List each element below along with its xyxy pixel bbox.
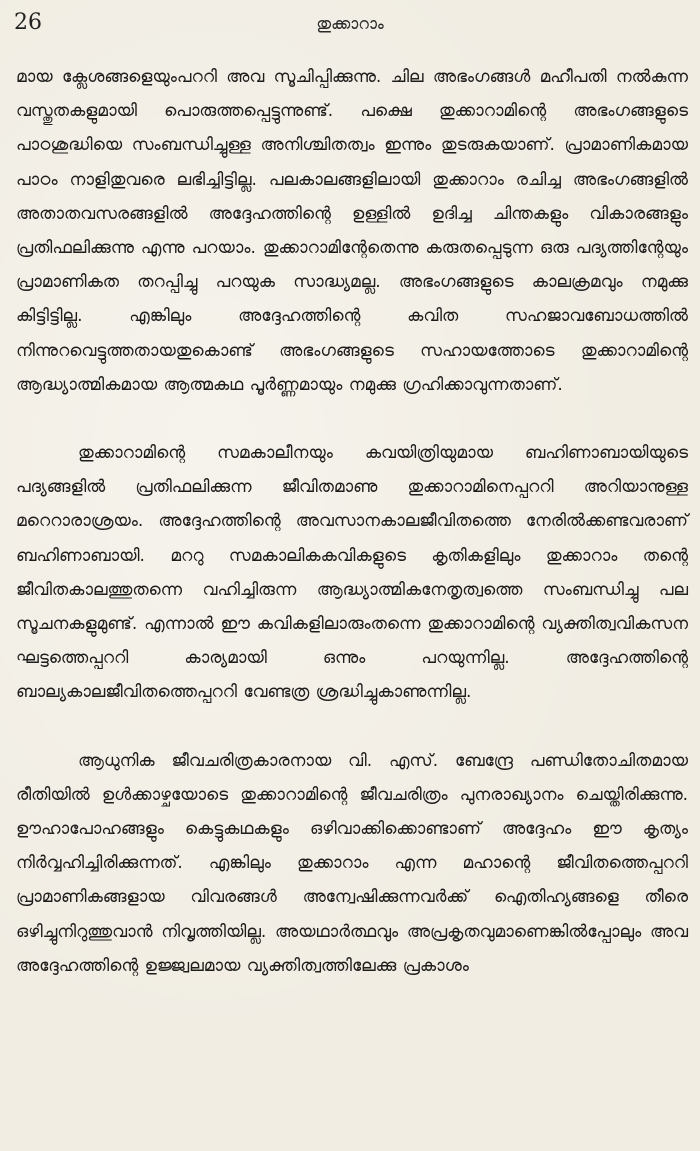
paragraph-3: ആധുനിക ജീവചരിത്രകാരനായ വി. എസ്. ബേന്ദ്രേ പണ്ഡിതോചിതമായ രീതിയിൽ ഉൾക്കാഴ്ചയോടെ തുക്കാറാമിന്റെ ജീവചരിത്രം പുനരാഖ്യാനം ചെയ്തിരിക്കുന്നു. ഊഹാപോഹങ്ങളും കെട്ടുകഥകളും ഒഴിവാക്കിക്കൊണ്ടാണ് അദ്ദേഹം ഈ കൃത്യം നിർവ്വഹിച്ചിരിക്കുന്നത്. എങ്കിലും തുക്കാറാം എന്ന മഹാന്റെ ജീവിതത്തെപ്പററി പ്രാമാണികങ്ങളായ വിവരങ്ങൾ അന്വേഷിക്കുന്നവർക്ക് ഐതിഹ്യങ്ങളെ തീരെ ഒഴിച്ചുനിറുത്തുവാൻ നിവൃത്തിയില്ല. അയഥാർത്ഥവും അപ്രകൃതവുമാണെങ്കിൽപ്പോലും അവ അദ്ദേഹത്തിന്റെ ഉജ്ജ്വലമായ വ്യക്തിത്വത്തിലേക്കു പ്രകാശം [16, 750, 688, 976]
body-text [16, 60, 688, 983]
page-header [0, 8, 700, 42]
page-number: 26 [14, 10, 42, 35]
paragraph-1: മായ ക്ലേശങ്ങളെയുംപററി അവ സൂചിപ്പിക്കുന്നു. ചില അഭംഗങ്ങൾ മഹീപതി നൽകുന്ന വസ്തുതകളുമായി പൊരുത്തപ്പെട്ടുന്നുണ്ട്. പക്ഷെ തുക്കാറാമിന്റെ അഭംഗങ്ങളുടെ പാഠശുദ്ധിയെ സംബന്ധിച്ചുള്ള അനിശ്ചിതത്വം ഇന്നും തുടരുകയാണ്. പ്രാമാണികമായ പാഠം നാളിതുവരെ ലഭിച്ചിട്ടില്ല. പലകാലങ്ങളിലായി തുക്കാറാം രചിച്ച അഭംഗങ്ങളിൽ അതാതവസരങ്ങളിൽ അദ്ദേഹത്തിന്റെ ഉള്ളിൽ ഉദിച്ച ചിന്തകളും വികാരങ്ങളും പ്രതിഫലിക്കുന്നു എന്നു പറയാം. തുക്കാറാമിന്റേതെന്നു കരുതപ്പെടുന്ന ഒരു പദ്യത്തിന്റേയും പ്രാമാണികത തറപ്പിച്ചു പറയുക സാദ്ധ്യമല്ല. അഭംഗങ്ങളുടെ കാലക്രമവും നമുക്കു കിട്ടിട്ടില്ല. എങ്കിലും അദ്ദേഹത്തിന്റെ കവിത സഹജാവബോധത്തിൽ നിന്നുറവെട്ടുത്തതായതുകൊണ്ട് അഭംഗങ്ങളുടെ സഹായത്തോടെ തുക്കാറാമിന്റെ ആദ്ധ്യാത്മികമായ ആത്മകഥ പൂർണ്ണമായും നമുക്കു ഗ്രഹിക്കാവുന്നതാണ്. [16, 67, 688, 395]
running-title: തുക്കാറാം [316, 14, 384, 33]
paragraph-2: തുക്കാറാമിന്റെ സമകാലീനയും കവയിത്രിയുമായ ബഹിണാബായിയുടെ പദ്യങ്ങളിൽ പ്രതിഫലിക്കുന്ന ജീവിതമാണു തുക്കാറാമിനെപ്പററി അറിയാനുള്ള മറെറാരാശ്രയം. അദ്ദേഹത്തിന്റെ അവസാനകാലജീവിതത്തെ നേരിൽക്കണ്ടവരാണ് ബഹിണാബായി. മററു സമകാലികകവികളുടെ കൃതികളിലും തുക്കാറാം തന്റെ ജീവിതകാലത്തുതന്നെ വഹിച്ചിരുന്ന ആദ്ധ്യാത്മികനേതൃത്വത്തെ സംബന്ധിച്ചു പല സൂചനകളുമുണ്ട്. എന്നാൽ ഈ കവികളിലാരുംതന്നെ തുക്കാറാമിന്റെ വ്യക്തിത്വവികസന ഘട്ടത്തെപ്പററി കാര്യമായി ഒന്നും പറയുന്നില്ല. അദ്ദേഹത്തിന്റെ ബാല്യകാലജീവിതത്തെപ്പററി വേണ്ടത്ര ശ്രദ്ധിച്ചുകാണുന്നില്ല. [16, 443, 688, 703]
